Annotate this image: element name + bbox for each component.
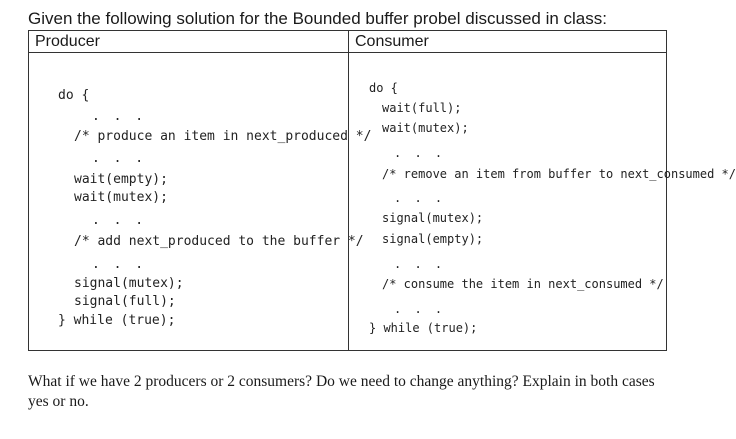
consumer-line-ellipsis: . . . [394,191,446,205]
consumer-line-signal-empty: signal(empty); [382,232,484,246]
producer-line-wait-empty: wait(empty); [74,172,168,187]
producer-line-ellipsis: . . . [92,151,147,166]
consumer-line-while: } while (true); [369,321,478,335]
producer-header: Producer [35,33,100,50]
question-text: What if we have 2 producers or 2 consumers? Do we need to change anything? Explain in both cases yes or no. [28,373,655,410]
consumer-line-remove-comment: /* remove an item from buffer to next_consumed */ [382,167,736,181]
producer-line-ellipsis: . . . [92,257,147,272]
producer-line-produce-comment: /* produce an item in next_produced */ [74,129,372,144]
consumer-line-wait-full: wait(full); [382,101,462,115]
consumer-header: Consumer [355,33,429,50]
consumer-code [349,31,736,350]
producer-line-ellipsis: . . . [92,213,147,228]
solution-table [28,30,736,351]
producer-line-do: do { [58,88,90,103]
consumer-line-ellipsis: . . . [394,257,446,271]
consumer-line-signal-mutex: signal(mutex); [382,211,484,225]
producer-line-while: } while (true); [58,313,176,328]
consumer-line-wait-mutex: wait(mutex); [382,121,469,135]
producer-line-wait-mutex: wait(mutex); [74,190,168,205]
consumer-line-ellipsis: . . . [394,302,446,316]
consumer-line-ellipsis: . . . [394,146,446,160]
consumer-line-do: do { [369,81,398,95]
producer-line-signal-mutex: signal(mutex); [74,276,184,291]
producer-line-ellipsis: . . . [92,109,147,124]
producer-line-signal-full: signal(full); [74,294,176,309]
producer-line-add-comment: /* add next_produced to the buffer */ [74,234,364,249]
consumer-line-consume-comment: /* consume the item in next_consumed */ [382,277,664,291]
producer-code [29,31,372,350]
question-heading: Given the following solution for the Bounded buffer probel discussed in class: [28,9,607,28]
